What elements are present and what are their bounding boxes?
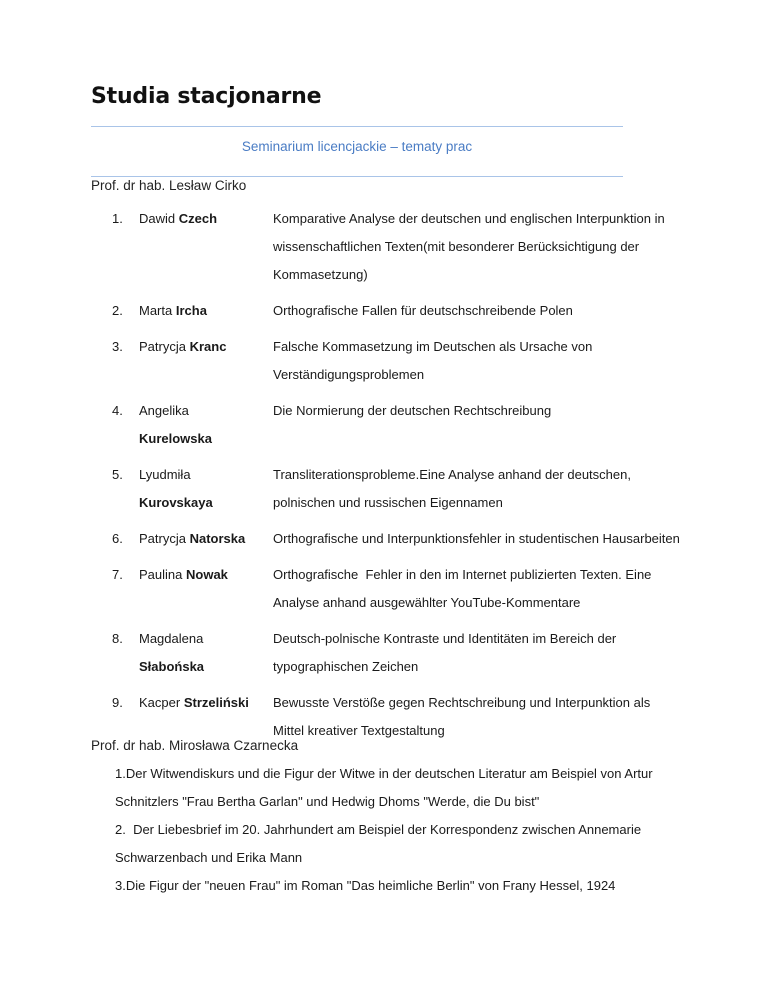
thesis-topic: 1.Der Witwendiskurs und die Figur der Witwe in der deutschen Literatur am Beispiel von Artur Schnitzlers "Frau Bertha Garlan" und Hedwig Dhoms "Werde, die Du bist" [115,766,657,809]
thesis-number: 8. [112,631,123,646]
student-name: Patrycja Kranc [139,339,227,354]
thesis-list [115,760,675,900]
thesis-number: 2. [112,303,123,318]
thesis-number: 9. [112,695,123,710]
thesis-number: 6. [112,531,123,546]
thesis-row [91,205,691,289]
student-name: Patrycja Natorska [139,531,246,546]
student-name: Kacper Strzeliński [139,695,249,710]
thesis-topic: Die Normierung der deutschen Rechtschreibung [273,403,552,418]
thesis-row [91,689,691,745]
thesis-row [91,297,691,325]
subtitle-divider [91,176,623,177]
thesis-number: 3. [112,339,123,354]
student-name: Dawid Czech [139,211,218,226]
supervisor-name: Prof. dr hab. Mirosława Czarnecka [91,738,299,753]
thesis-row [91,397,691,453]
thesis-row [91,625,691,681]
thesis-topic: Deutsch-polnische Kontraste und Identitäten im Bereich der typographischen Zeichen [273,631,617,674]
student-name: Marta Ircha [139,303,207,318]
title-divider [91,126,623,127]
student-name: Paulina Nowak [139,567,228,582]
thesis-row [91,525,691,553]
thesis-topic: Falsche Kommasetzung im Deutschen als Ursache von Verständigungsproblemen [273,339,593,382]
student-name: Lyudmiła Kurovskaya [139,467,213,510]
thesis-row [91,561,691,617]
thesis-topic: Orthografische Fallen für deutschschreibende Polen [273,303,573,318]
thesis-number: 5. [112,467,123,482]
thesis-topic: Transliterationsprobleme.Eine Analyse anhand der deutschen, polnischen und russischen Eigennamen [273,467,631,510]
thesis-topic: Orthografische und Interpunktionsfehler in studentischen Hausarbeiten [273,531,680,546]
thesis-topic: Orthografische Fehler in den im Internet publizierten Texten. Eine Analyse anhand ausgewählter YouTube-Kommentare [273,567,655,610]
supervisor-name: Prof. dr hab. Lesław Cirko [91,178,247,193]
thesis-list [91,205,691,753]
thesis-topic: 2. Der Liebesbrief im 20. Jahrhundert am Beispiel der Korrespondenz zwischen Annemarie Schwarzenbach und Erika Mann [115,822,645,865]
page-title: Studia stacjonarne [91,84,322,109]
thesis-topic: Komparative Analyse der deutschen und englischen Interpunktion in wissenschaftlichen Texten(mit besonderer Berücksichtigung der Kommasetzung) [273,211,665,282]
page-subtitle: Seminarium licencjackie – tematy prac [241,139,473,154]
student-name: Magdalena Słabońska [139,631,205,674]
thesis-topic: Bewusste Verstöße gegen Rechtschreibung und Interpunktion als Mittel kreativer Textgestaltung [273,695,651,738]
thesis-number: 4. [112,403,123,418]
thesis-topic: 3.Die Figur der "neuen Frau" im Roman "Das heimliche Berlin" von Frany Hessel, 1924 [115,878,616,893]
student-name: Angelika Kurelowska [139,403,212,446]
thesis-row [91,461,691,517]
thesis-row [91,333,691,389]
thesis-number: 1. [112,211,123,226]
thesis-number: 7. [112,567,123,582]
